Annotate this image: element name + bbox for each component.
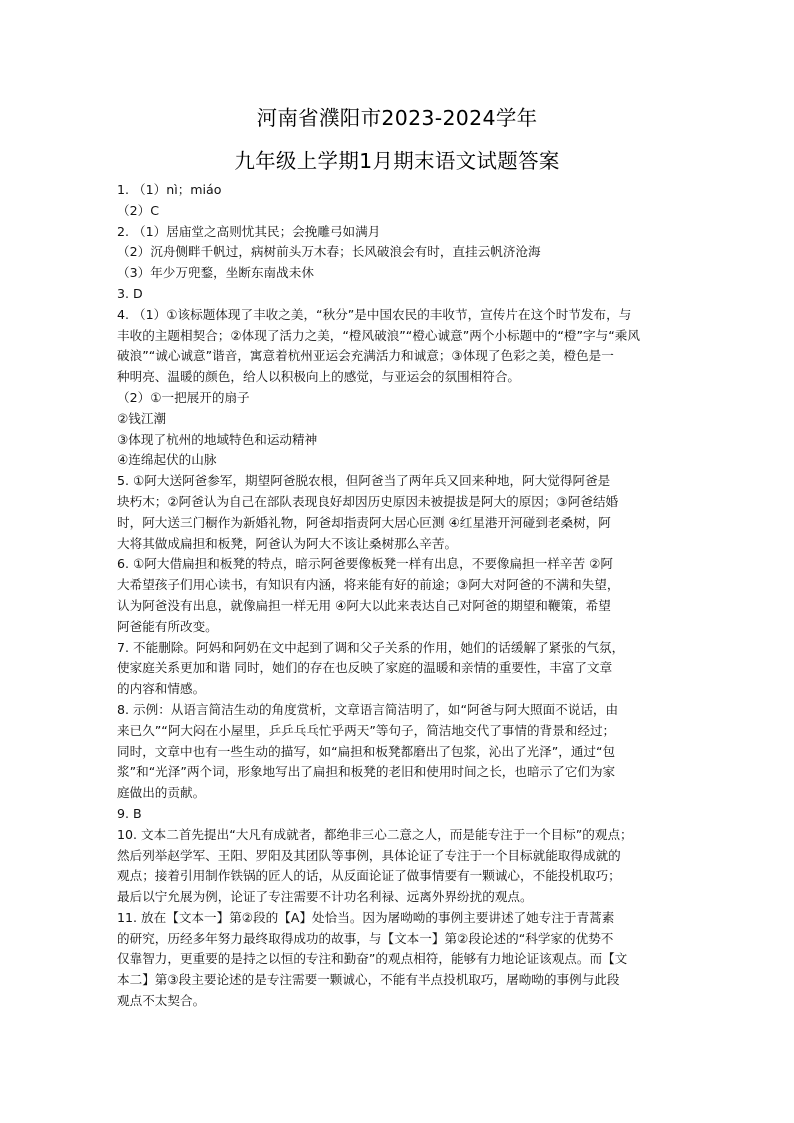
text-line: 大希望孩子们用心读书，有知识有内涵，将来能有好的前途；③阿大对阿爸的不满和失望， bbox=[117, 577, 620, 593]
text-line: 大将其做成扁担和板凳，阿爸认为阿大不该让桑树那么辛苦。 bbox=[117, 535, 458, 551]
text-line: 观点；接着引用制作铁锅的匠人的话，从反面论证了做事情要有一颗诚心，不能投机取巧； bbox=[117, 868, 621, 884]
text-line: 同时，文章中也有一些生动的描写，如“扁担和板凳都磨出了包浆，沁出了光泽”，通过“包 bbox=[117, 743, 616, 759]
answer-body bbox=[117, 180, 679, 1012]
text-line: 庭做出的贡献。 bbox=[117, 785, 206, 801]
text-line: 的研究，历经多年努力最终取得成功的故事，与【文本一】第②段论述的“科学家的优势不 bbox=[117, 930, 614, 946]
text-line: （2）C bbox=[117, 202, 159, 218]
text-line: （2）①一把展开的扇子 bbox=[117, 389, 250, 405]
text-line: 然后列举赵学军、王阳、罗阳及其团队等事例，具体论证了专注于一个目标就能取得成就的 bbox=[117, 847, 621, 863]
text-line: 认为阿爸没有出息，就像扁担一样无用 ④阿大以此来表达自己对阿爸的期望和鞭策，希望 bbox=[117, 597, 611, 613]
text-line: 本二】第③段主要论述的是专注需要一颗诚心，不能有半点投机取巧，屠呦呦的事例与此段 bbox=[117, 972, 620, 988]
text-line: ③体现了杭州的地域特色和运动精神 bbox=[117, 431, 318, 447]
text-line: （3）年少万兜鍪，坐断东南战未休 bbox=[117, 265, 314, 281]
text-line: 时，阿大送三门橱作为新婚礼物，阿爸却指责阿大居心叵测 ④红星港开河碰到老桑树，阿 bbox=[117, 514, 611, 530]
text-line: （2）沉舟侧畔千帆过，病树前头万木春；长风破浪会有时，直挂云帆济沧海 bbox=[117, 244, 541, 260]
text-line: 块朽木；②阿爸认为自己在部队表现良好却因历史原因未被提拔是阿大的原因；③阿爸结婚 bbox=[117, 493, 619, 509]
text-line: 5. ①阿大送阿爸参军，期望阿爸脱农根，但阿爸当了两年兵又回来种地，阿大觉得阿爸是 bbox=[117, 473, 611, 489]
text-line: 8. 示例：从语言简洁生动的角度赏析，文章语言简洁明了，如“阿爸与阿大照面不说话，由 bbox=[117, 701, 619, 717]
text-line: 仅靠智力，更重要的是持之以恒的专注和勤奋”的观点相符，能够有力地论证该观点。而【文 bbox=[117, 951, 628, 967]
text-line: 9. B bbox=[117, 805, 142, 821]
text-line: 种明亮、温暖的颜色，给人以积极向上的感觉，与亚运会的氛围相符合。 bbox=[117, 369, 520, 385]
document-title-line-2: 九年级上学期1月期末语文试题答案 bbox=[234, 149, 560, 173]
text-line: 1. （1）nì；miáo bbox=[117, 182, 222, 197]
text-line: 6. ①阿大借扁担和板凳的特点，暗示阿爸要像板凳一样有出息，不要像扁担一样辛苦 ②阿 bbox=[117, 556, 613, 572]
text-line: 观点不太契合。 bbox=[117, 993, 206, 1009]
text-line: 丰收的主题相契合；②体现了活力之美，“橙风破浪”“橙心诚意”两个小标题中的“橙”字与“乘风 bbox=[117, 327, 640, 343]
text-line: 阿爸能有所改变。 bbox=[117, 618, 218, 634]
text-line: ④连绵起伏的山脉 bbox=[117, 452, 217, 468]
text-line: 浆”和“光泽”两个词，形象地写出了扁担和板凳的老旧和使用时间之长，也暗示了它们为家 bbox=[117, 764, 616, 780]
text-line: 4. （1）①该标题体现了丰收之美，“秋分”是中国农民的丰收节，宣传片在这个时节发布，与 bbox=[117, 306, 632, 322]
text-line: 2. （1）居庙堂之高则忧其民；会挽雕弓如满月 bbox=[117, 223, 381, 239]
text-line: 7. 不能删除。阿妈和阿奶在文中起到了调和父子关系的作用，她们的话缓解了紧张的气氛， bbox=[117, 639, 625, 655]
text-line: 使家庭关系更加和谐 同时，她们的存在也反映了家庭的温暖和亲情的重要性，丰富了文章 bbox=[117, 660, 613, 676]
text-line: 11. 放在【文本一】第②段的【A】处恰当。因为屠呦呦的事例主要讲述了她专注于青蒿素 bbox=[117, 909, 615, 925]
text-line: 的内容和情感。 bbox=[117, 681, 206, 697]
text-line: 10. 文本二首先提出“大凡有成就者，都绝非三心二意之人，而是能专注于一个目标”的观点； bbox=[117, 826, 633, 842]
text-line: 3. D bbox=[117, 285, 143, 301]
text-line: 最后以宁允展为例，论证了专注需要不计功名利禄、远离外界纷扰的观点。 bbox=[117, 889, 533, 905]
text-line: ②钱江潮 bbox=[117, 410, 167, 426]
text-line: 破浪”“诚心诚意”谐音，寓意着杭州亚运会充满活力和诚意；③体现了色彩之美，橙色是一 bbox=[117, 348, 614, 364]
document-title-line-1: 河南省濮阳市2023-2024学年 bbox=[256, 106, 538, 130]
text-line: 来已久”“阿大闷在小屋里，乒乒乓乓忙乎两天”等句子，简洁地交代了事情的背景和经过； bbox=[117, 722, 616, 738]
